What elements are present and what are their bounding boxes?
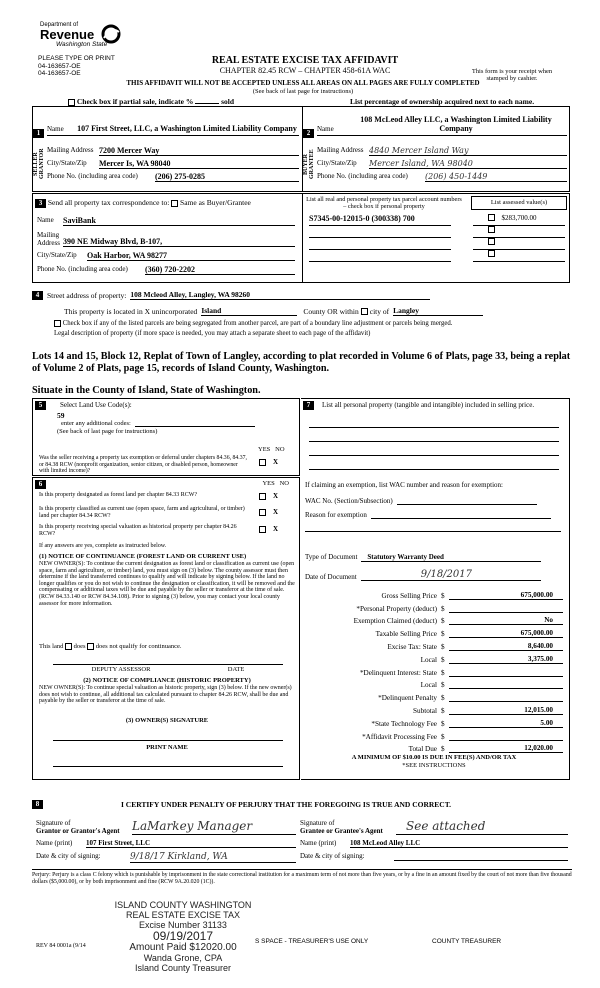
dept-revenue: Revenue xyxy=(40,27,95,42)
tax-addr-label: Mailing Address xyxy=(37,231,60,247)
tax-phone[interactable]: (360) 720-2202 xyxy=(145,265,295,275)
seller-phone[interactable]: (206) 275-0285 xyxy=(155,172,299,182)
section-3 xyxy=(32,193,570,283)
print-name-label: PRINT NAME xyxy=(146,744,188,751)
dept-of: Department of xyxy=(40,22,79,28)
calc-label: Local xyxy=(420,681,437,690)
section-3-badge: 3 xyxy=(35,199,46,208)
parcel-blank[interactable] xyxy=(309,226,451,238)
does-checkbox[interactable] xyxy=(65,643,72,650)
calc-row xyxy=(305,625,563,638)
treasurer-use-only: S SPACE - TREASURER'S USE ONLY xyxy=(255,938,369,945)
reason-line[interactable] xyxy=(305,531,561,532)
grantee-date-label: Date & city of signing: xyxy=(300,852,365,860)
no-label: NO xyxy=(275,446,285,453)
doc-type-row xyxy=(305,553,541,562)
does-not-label: does not qualify for continuance. xyxy=(95,643,182,650)
same-as-buyer-label: Same as Buyer/Grantee xyxy=(180,198,251,207)
segregated-checkbox[interactable] xyxy=(54,320,61,327)
grantee-agent-label: Grantee or Grantee's Agent xyxy=(300,827,383,835)
historic-answer xyxy=(259,525,278,533)
stamp-tax: REAL ESTATE EXCISE TAX xyxy=(125,910,241,920)
seller-city[interactable]: Mercer Is, WA 98040 xyxy=(99,159,299,169)
current-use-answer xyxy=(259,508,278,516)
yes-label: YES xyxy=(258,446,271,453)
section-7 xyxy=(301,398,570,780)
dor-swirl-icon xyxy=(100,24,122,44)
exemption-question: Was the seller receiving a property tax exemption or deferral under chapters 84.36, 84.37, or 84.38 RCW (nonprofit organization, senior citizen, or disabled person, homeowner with limited income)? xyxy=(39,455,247,474)
see-instructions: *SEE INSTRUCTIONS xyxy=(402,762,466,769)
this-land-row xyxy=(39,643,182,650)
yes-label: YES xyxy=(262,480,275,487)
calc-dollar: $ xyxy=(441,706,445,715)
stamp-date: 09/19/2017 xyxy=(152,929,214,943)
grantor-signature[interactable]: LaMarkey Manager xyxy=(132,818,296,835)
calc-dollar: $ xyxy=(441,668,445,677)
wac-row xyxy=(305,497,537,505)
additional-codes-input[interactable] xyxy=(135,420,255,427)
grantee-name-label: Name (print) xyxy=(300,839,337,847)
grantor-sig-label: Signature of xyxy=(36,819,71,827)
seller-addr-label: Mailing Address xyxy=(47,146,94,154)
reason-input[interactable] xyxy=(371,511,551,519)
buyer-city[interactable]: Mercer Island, WA 98040 xyxy=(369,159,567,169)
tax-correspondence-fields xyxy=(37,216,295,275)
street-address[interactable]: 108 Mcleod Alley, Langley, WA 98260 xyxy=(130,290,430,300)
historic-no-x[interactable]: X xyxy=(273,525,279,533)
doc-date-row xyxy=(305,569,541,581)
section-5 xyxy=(32,398,300,476)
seller-address[interactable]: 7200 Mercer Way xyxy=(99,146,299,156)
section-2-badge: 2 xyxy=(303,129,314,138)
historic-question: Is this property receiving special valuation as historical property per chapter 84.26 RCW? xyxy=(39,524,237,537)
calc-dollar: $ xyxy=(441,604,445,613)
wac-no-input[interactable] xyxy=(397,497,537,505)
partial-sale-label: Check box if partial sale, indicate % xyxy=(76,97,194,106)
seller-side-label: SELLER GRANTOR xyxy=(33,148,45,180)
this-land-label: This land xyxy=(39,643,64,650)
calc-label: *Affidavit Processing Fee xyxy=(362,732,437,741)
assessed-list xyxy=(473,214,565,262)
legal-label: Legal description of property (if more space is needed, you may attach a separate sheet to each page of the affidavit) xyxy=(54,330,371,338)
calc-value[interactable] xyxy=(449,668,563,677)
grantor-name-label: Name (print) xyxy=(36,839,73,847)
tax-city[interactable]: Oak Harbor, WA 98277 xyxy=(87,251,295,261)
grantee-signature[interactable]: See attached xyxy=(396,818,568,835)
section-6-badge: 6 xyxy=(35,480,46,489)
reason-label: Reason for exemption xyxy=(305,511,367,519)
notice-continuance-title: (1) NOTICE OF CONTINUANCE (FOREST LAND OR CURRENT USE) xyxy=(39,553,247,560)
buyer-name-label: Name xyxy=(317,125,334,133)
calc-label: Total Due xyxy=(408,745,437,754)
calc-dollar: $ xyxy=(441,617,445,626)
rev-number: REV 84 0001a (9/14 xyxy=(36,943,86,949)
forest-question: Is this property designated as forest land per chapter 84.33 RCW? xyxy=(39,492,198,498)
buyer-phone-label: Phone No. (including area code) xyxy=(317,172,408,180)
calc-value[interactable]: 3,375.00 xyxy=(449,655,563,664)
calc-label: *Delinquent Penalty xyxy=(378,694,437,703)
seller-side xyxy=(33,107,44,191)
section-8 xyxy=(32,800,570,809)
stamp-signer: Wanda Grone, CPA xyxy=(143,953,223,963)
calc-value[interactable] xyxy=(449,604,563,613)
personal-property-line[interactable] xyxy=(309,441,559,442)
calc-label: Excise Tax: State xyxy=(387,642,437,651)
assessed-blank[interactable] xyxy=(473,226,565,238)
owner-signature-label: (3) OWNER(S) SIGNATURE xyxy=(125,717,209,724)
calc-row xyxy=(305,702,563,715)
tax-phone-label: Phone No. (including area code) xyxy=(37,265,128,273)
calc-dollar: $ xyxy=(441,630,445,639)
doc-type-label: Type of Document xyxy=(305,553,358,561)
buyer-city-label: City/State/Zip xyxy=(317,159,357,167)
form-number-1: 04-163657-OE xyxy=(38,62,81,70)
county-treasurer-label: COUNTY TREASURER xyxy=(432,938,502,945)
personal-property-line[interactable] xyxy=(309,469,559,470)
if-yes-note: If any answers are yes, complete as instructed below. xyxy=(39,543,167,549)
parcel-blank[interactable] xyxy=(309,250,451,262)
calc-value[interactable] xyxy=(449,732,563,741)
does-not-checkbox[interactable] xyxy=(87,643,94,650)
assessed-blank[interactable] xyxy=(473,250,565,262)
header-title-block xyxy=(150,55,460,75)
city-of-checkbox[interactable] xyxy=(361,308,368,315)
notice-compliance-text: NEW OWNER(S): To continue special valuation as historic property, sign (3) below. If the new owner(s) does not wish to continue, all additional tax calculated pursuant to chapter 84.26 RCW, shall be due and payable by the seller or transferor at the time of sale. xyxy=(39,685,292,705)
calc-dollar: $ xyxy=(441,745,445,754)
assessed-blank[interactable] xyxy=(473,238,565,250)
grantor-signature-block xyxy=(36,815,296,863)
date-label: DATE xyxy=(227,666,245,673)
land-use-label: Select Land Use Code(s): xyxy=(60,401,132,409)
deputy-assessor-label: DEPUTY ASSESSOR xyxy=(91,666,151,673)
calc-label: *Personal Property (deduct) xyxy=(356,604,437,613)
seller-phone-label: Phone No. (including area code) xyxy=(47,172,138,180)
calc-dollar: $ xyxy=(441,681,445,690)
tax-city-label: City/State/Zip xyxy=(37,251,77,259)
doc-date-label: Date of Document xyxy=(305,573,357,581)
calc-row xyxy=(305,638,563,651)
seller-name-label: Name xyxy=(47,125,64,133)
see-back: (See back of last page for instructions) xyxy=(252,88,354,95)
grantee-date-city[interactable] xyxy=(394,852,568,861)
notice-continuance-text: NEW OWNER(S): To continue the current designation as forest land or classification as current use (open space, farm and agriculture, or timber) land, you must sign on (3) below. The county assessor must then determine if the land transferred continues to qualify and will indicate by signing below. If the land no longer qualifies or you do not wish to continue the designation or classification, it will be removed and the compensating or additional taxes will be due and payable by the seller or transferor at the time of sale. (RCW 84.33.140 or RCW 84.34.108). Prior to signing (3) below, you may contact your local county assessor for more information. xyxy=(39,561,295,607)
section-5-badge: 5 xyxy=(35,401,46,410)
situate-line: Situate in the County of Island, State of Washington. xyxy=(32,385,261,396)
grantee-sig-label: Signature of xyxy=(300,819,335,827)
county-name[interactable]: Island xyxy=(201,306,297,316)
partial-sale-checkbox[interactable] xyxy=(68,99,75,106)
section-4 xyxy=(32,290,570,337)
tax-calculation xyxy=(305,587,563,753)
tax-name[interactable]: SaviBank xyxy=(63,216,295,226)
perjury-note: Perjury: Perjury is a class C felony which is punishable by imprisonment in the state correctional institution for a maximum term of not more than five years, or by a fine in an amount fixed by the court of not more than five thousand dollars ($5,000.00), or by both imprisonment and fine (RCW 9A.20.020 (1C)). xyxy=(32,869,572,886)
grantee-signature-block xyxy=(300,815,568,861)
calc-row xyxy=(305,741,563,754)
city-name[interactable]: Langley xyxy=(393,306,483,316)
assessed-header: List assessed value(s) xyxy=(471,196,567,210)
calc-row xyxy=(305,664,563,677)
form-number-2: 04-163657-OE xyxy=(38,70,81,77)
ownership-pct-note: List percentage of ownership acquired next to each name. xyxy=(350,97,535,106)
forest-yes-checkbox[interactable] xyxy=(259,493,266,500)
assessor-sign-line xyxy=(53,664,283,673)
partial-sale-row xyxy=(68,97,234,106)
calc-row xyxy=(305,689,563,702)
calc-dollar: $ xyxy=(441,719,445,728)
seller-city-label: City/State/Zip xyxy=(47,159,87,167)
party-section xyxy=(32,106,570,192)
please-type: PLEASE TYPE OR PRINT xyxy=(38,55,115,62)
page-title: REAL ESTATE EXCISE TAX AFFIDAVIT xyxy=(211,55,399,66)
calc-value[interactable] xyxy=(449,680,563,689)
stamp-amount: Amount Paid $12020.00 xyxy=(129,942,237,953)
parcel-number[interactable]: S7345-00-12015-0 (300338) 700 xyxy=(309,214,451,226)
section-6 xyxy=(32,477,300,780)
calc-dollar: $ xyxy=(441,655,445,664)
land-use-code[interactable]: 59 xyxy=(57,411,65,420)
calc-label: Taxable Selling Price xyxy=(375,630,437,639)
calc-value[interactable]: 675,000.00 xyxy=(449,629,563,638)
tax-correspondence-label: Send all property tax correspondence to: xyxy=(47,198,170,207)
street-address-label: Street address of property: xyxy=(47,290,127,300)
legal-description: Lots 14 and 15, Block 12, Replat of Town of Langley, according to plat recorded in Volume 6 of Plats, page 33, being a replat of Volume 2 of Plats, page 15, records of Island County, Washington. xyxy=(32,351,571,374)
calc-row xyxy=(305,651,563,664)
does-label: does xyxy=(73,643,86,650)
personal-property-line[interactable] xyxy=(309,455,559,456)
calc-value[interactable]: 8,640.00 xyxy=(449,642,563,651)
calc-label: Local xyxy=(420,655,437,664)
yes-no-header xyxy=(258,446,285,453)
parcel-blank[interactable] xyxy=(309,238,451,250)
calc-label: Exemption Claimed (deduct) xyxy=(353,617,437,626)
buyer-side xyxy=(303,107,314,191)
calc-value[interactable]: 675,000.00 xyxy=(449,591,563,600)
grantor-date-city[interactable]: 9/18/17 Kirkland, WA xyxy=(130,852,296,863)
calc-value[interactable]: No xyxy=(449,616,563,625)
segregated-label: Check box if any of the listed parcels are being segregated from another parcel, are part of a boundary line adjustment or parcels being merged. xyxy=(62,320,453,328)
calc-label: *State Technology Fee xyxy=(371,719,437,728)
grantor-date-label: Date & city of signing: xyxy=(36,852,101,860)
stamp-title: Island County Treasurer xyxy=(134,963,232,973)
calc-dollar: $ xyxy=(441,694,445,703)
calc-value[interactable]: 12,020.00 xyxy=(449,744,563,753)
tax-correspondence-row xyxy=(35,198,251,208)
section-8-badge: 8 xyxy=(32,800,43,809)
notice-compliance-title: (2) NOTICE OF COMPLIANCE (HISTORIC PROPERTY) xyxy=(83,677,251,684)
partial-sale-pct[interactable] xyxy=(195,103,219,104)
exemption-yes-checkbox[interactable] xyxy=(259,459,266,466)
personal-property-line[interactable] xyxy=(309,427,559,428)
divider xyxy=(302,194,303,282)
calc-label: *Delinquent Interest: State xyxy=(359,668,437,677)
buyer-addr-label: Mailing Address xyxy=(317,146,364,154)
calc-value[interactable] xyxy=(449,693,563,702)
seller-block xyxy=(47,109,299,182)
section-4-badge: 4 xyxy=(32,291,43,300)
same-as-buyer-checkbox[interactable] xyxy=(171,200,178,207)
tax-address[interactable]: 390 NE Midway Blvd, B-107, xyxy=(63,237,295,247)
historic-yes-checkbox[interactable] xyxy=(259,526,266,533)
no-label: NO xyxy=(279,480,289,487)
page-subtitle: CHAPTER 82.45 RCW – CHAPTER 458-61A WAC xyxy=(219,66,391,75)
buyer-block xyxy=(317,109,567,182)
stamp-county: ISLAND COUNTY WASHINGTON xyxy=(114,900,252,910)
calc-dollar: $ xyxy=(441,591,445,600)
grantee-print-name[interactable]: 108 McLeod Alley LLC xyxy=(350,839,568,848)
doc-type[interactable]: Statutory Warranty Deed xyxy=(361,553,541,562)
calc-value[interactable]: 5.00 xyxy=(449,719,563,728)
calc-row xyxy=(305,600,563,613)
county-label: County OR within xyxy=(303,306,359,316)
unincorporated-label: X unincorporated xyxy=(144,306,198,316)
dept-state: Washington State xyxy=(56,41,108,48)
exemption-no-x[interactable]: X xyxy=(273,458,279,466)
personal-property-label: List all personal property (tangible and intangible) included in selling price. xyxy=(322,401,535,409)
reason-row xyxy=(305,511,551,519)
buyer-address[interactable]: 4840 Mercer Island Way xyxy=(369,146,567,156)
wac-claim-label: If claiming an exemption, list WAC number and reason for exemption: xyxy=(305,481,503,489)
current-use-no-x[interactable]: X xyxy=(273,508,279,516)
calc-row xyxy=(305,715,563,728)
tax-name-label: Name xyxy=(37,216,54,224)
partial-sold-label: sold xyxy=(221,97,235,106)
calc-row xyxy=(305,728,563,741)
min-fee-note: A MINIMUM OF $10.00 IS DUE IN FEE(S) AND/OR TAX xyxy=(351,754,517,761)
calc-dollar: $ xyxy=(441,732,445,741)
calc-row xyxy=(305,677,563,690)
forest-answer xyxy=(259,492,278,500)
buyer-phone[interactable]: (206) 450-1449 xyxy=(425,172,567,182)
wac-no-label: WAC No. (Section/Subsection) xyxy=(305,497,393,505)
exemption-answer xyxy=(259,458,278,466)
parcel-header: List all real and personal property tax parcel account numbers – check box if personal property xyxy=(306,196,462,210)
owner-signature-line[interactable] xyxy=(53,740,283,741)
stamp-excise-number: Excise Number 31133 xyxy=(139,920,227,930)
buyer-name[interactable]: 108 McLeod Alley LLC, a Washington Limited Liability Company xyxy=(360,115,552,133)
section-7-badge: 7 xyxy=(303,401,314,410)
calc-dollar: $ xyxy=(441,642,445,651)
current-use-question: Is this property classified as current use (open space, farm and agricultural, or timber) land per chapter 84.34 RCW? xyxy=(39,506,245,519)
calc-label: Subtotal xyxy=(413,706,437,715)
current-use-yes-checkbox[interactable] xyxy=(259,509,266,516)
calc-row xyxy=(305,587,563,600)
doc-date[interactable]: 9/18/2017 xyxy=(361,569,541,581)
buyer-side-label: BUYER GRANTEE xyxy=(303,149,315,179)
land-use-see-back: (See back of last page for instructions) xyxy=(57,428,158,435)
dor-logo xyxy=(40,22,120,48)
calc-row xyxy=(305,613,563,626)
calc-value[interactable]: 12,015.00 xyxy=(449,706,563,715)
additional-codes-label: enter any additional codes: xyxy=(61,420,131,427)
city-of-label: city of xyxy=(369,306,390,316)
print-name-line[interactable] xyxy=(53,766,283,767)
assessed-value[interactable]: $283,700.00 xyxy=(473,214,565,226)
section-1-badge: 1 xyxy=(33,129,44,138)
treasurer-stamp xyxy=(98,900,268,973)
seller-name[interactable]: 107 First Street, LLC, a Washington Limited Liability Company xyxy=(77,124,297,133)
forest-no-x[interactable]: X xyxy=(273,492,279,500)
certify-statement: I CERTIFY UNDER PENALTY OF PERJURY THAT THE FOREGOING IS TRUE AND CORRECT. xyxy=(121,800,452,809)
calc-label: Gross Selling Price xyxy=(381,591,437,600)
notice: THIS AFFIDAVIT WILL NOT BE ACCEPTED UNLESS ALL AREAS ON ALL PAGES ARE FULLY COMPLETED xyxy=(126,79,480,87)
located-label: This property is located in xyxy=(64,306,143,316)
grantor-print-name[interactable]: 107 First Street, LLC xyxy=(86,839,296,848)
receipt-note: This form is your receipt when stamped by cashier. xyxy=(471,68,553,82)
grantor-agent-label: Grantor or Grantor's Agent xyxy=(36,827,120,835)
header-left xyxy=(38,55,115,78)
